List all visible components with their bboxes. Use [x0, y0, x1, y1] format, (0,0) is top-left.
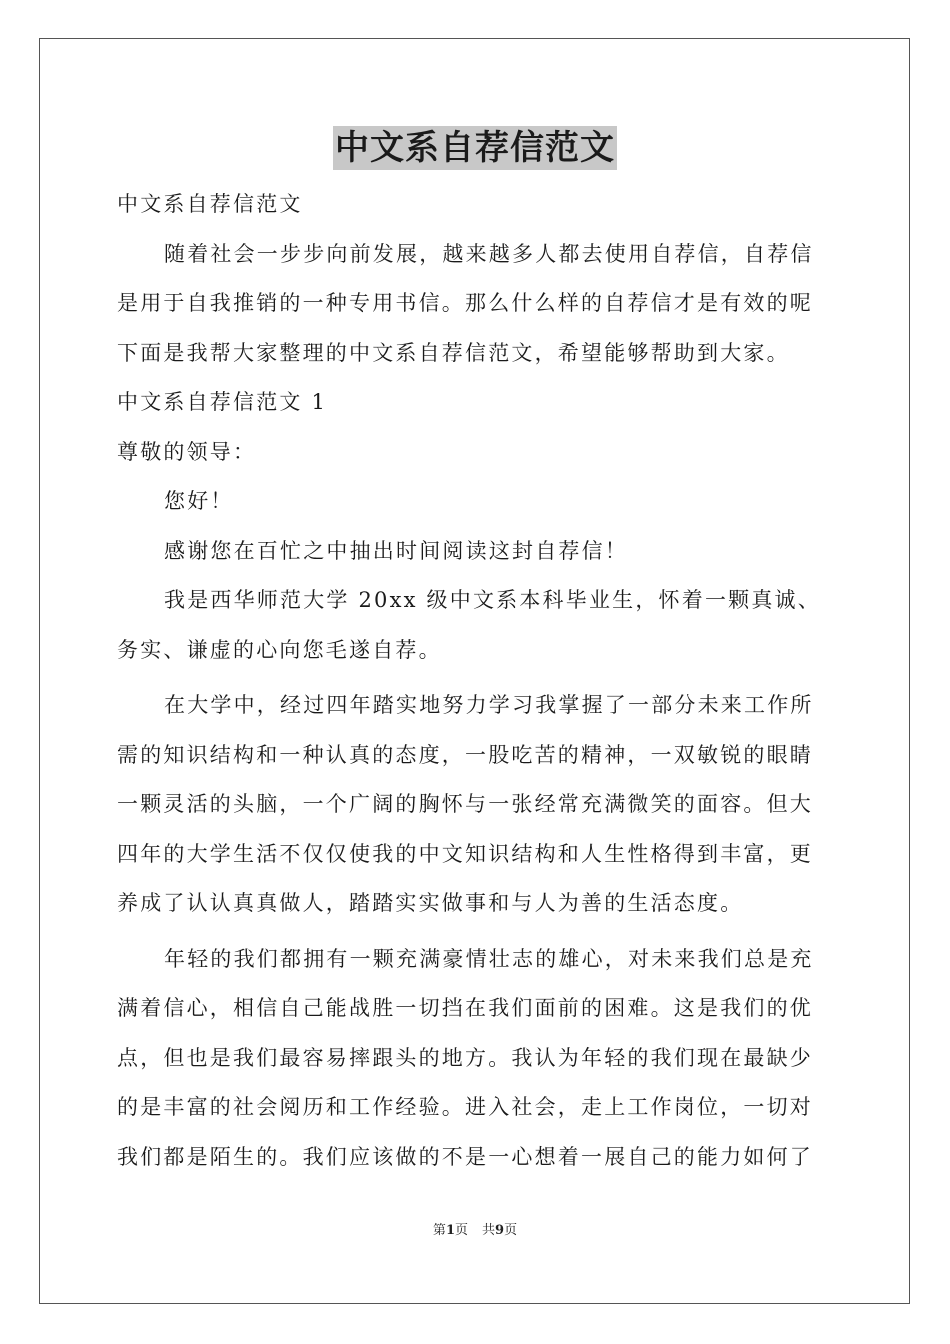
paragraph-line: 养成了认认真真做人，踏踏实实做事和与人为善的生活态度。: [117, 891, 744, 915]
intro-line: 下面是我帮大家整理的中文系自荐信范文，希望能够帮助到大家。: [117, 340, 790, 365]
paragraph-line: 在大学中，经过四年踏实地努力学习我掌握了一部分未来工作所: [164, 693, 814, 717]
paragraph-line: 需的知识结构和一种认真的态度，一股吃苦的精神，一双敏锐的眼睛: [117, 742, 813, 767]
intro-line: 随着社会一步步向前发展，越来越多人都去使用自荐信，自荐信: [164, 241, 814, 266]
total-prefix: 共: [482, 1223, 496, 1238]
thanks-line: 感谢您在百忙之中抽出时间阅读这封自荐信！: [164, 538, 628, 563]
page-suffix: 页: [454, 1223, 468, 1238]
paragraph-line: 点，但也是我们最容易摔跟头的地方。我认为年轻的我们现在最缺少: [117, 1045, 813, 1070]
paragraph-2: [117, 681, 833, 929]
title-container: [0, 126, 950, 170]
section-heading: 中文系自荐信范文 1: [117, 390, 328, 414]
page-prefix: 第: [432, 1223, 446, 1238]
paragraph-line: 我是西华师范大学 20xx 级中文系本科毕业生，怀着一颗真诚、: [164, 588, 821, 612]
document-body: [117, 180, 833, 1182]
page-number: 1: [445, 1223, 455, 1238]
paragraph-line: 年轻的我们都拥有一颗充满豪情壮志的雄心，对未来我们总是充: [164, 946, 814, 971]
greeting: 您好！: [164, 489, 234, 513]
intro-paragraph: [117, 230, 833, 379]
page-footer: [0, 1219, 950, 1238]
document-title: 中文系自荐信范文: [335, 128, 615, 168]
paragraph-line: 的是丰富的社会阅历和工作经验。进入社会，走上工作岗位，一切对: [117, 1095, 813, 1119]
paragraph-3: [117, 935, 833, 1183]
total-suffix: 页: [504, 1223, 518, 1238]
paragraph-line: 四年的大学生活不仅仅使我的中文知识结构和人生性格得到丰富，更: [117, 841, 813, 866]
salutation: 尊敬的领导：: [117, 439, 257, 464]
subtitle: 中文系自荐信范文: [117, 192, 303, 216]
paragraph-line: 我们都是陌生的。我们应该做的不是一心想着一展自己的能力如何了: [117, 1144, 813, 1169]
total-pages: 9: [495, 1223, 505, 1238]
intro-line: 是用于自我推销的一种专用书信。那么什么样的自荐信才是有效的呢: [117, 291, 813, 315]
paragraph-1: [117, 576, 833, 675]
paragraph-line: 满着信心，相信自己能战胜一切挡在我们面前的困难。这是我们的优: [117, 996, 813, 1020]
paragraph-line: 一颗灵活的头脑，一个广阔的胸怀与一张经常充满微笑的面容。但大: [117, 792, 813, 816]
paragraph-line: 务实、谦虚的心向您毛遂自荐。: [117, 637, 442, 662]
